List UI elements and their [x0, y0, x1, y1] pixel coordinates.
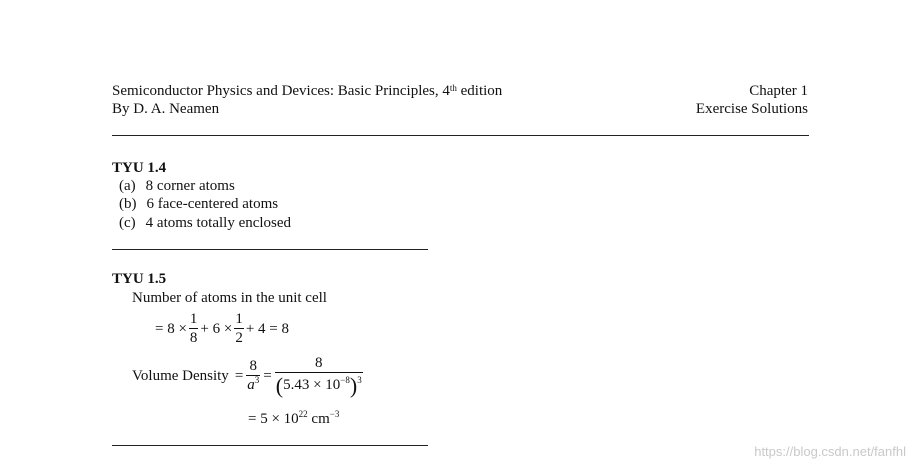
- chapter-label: Chapter 1: [749, 83, 808, 99]
- item-marker: (b): [119, 196, 137, 212]
- equals-sign: =: [263, 367, 272, 384]
- intro-text: Number of atoms in the unit cell: [132, 290, 327, 306]
- tyu-1-5-title: TYU 1.5: [112, 271, 167, 287]
- section-divider: [112, 249, 428, 250]
- fraction-8-over-a-cubed: $\frac{8}{a^3}$: [247, 358, 260, 393]
- volume-density-result: = $5 \times 10^{22}$ $cm^{-3}$: [248, 409, 340, 427]
- fraction-8-over-lattice-cubed: $\frac{8}{(5.43 \times 10^{-8})^3}$: [275, 355, 362, 398]
- book-title: Semiconductor Physics and Devices: Basic Principles, 4th edition: [112, 83, 503, 99]
- tyu-1-4-title: TYU 1.4: [112, 160, 167, 176]
- list-item: [119, 177, 235, 195]
- edition-superscript: th: [449, 83, 457, 93]
- watermark: https://blog.csdn.net/fanfhl: [754, 444, 906, 459]
- list-item: [119, 214, 291, 232]
- item-text: 8 corner atoms: [145, 178, 235, 194]
- volume-label: Volume Density: [132, 367, 229, 384]
- item-marker: (a): [119, 178, 136, 194]
- item-marker: (c): [119, 215, 136, 231]
- item-text: 6 face-centered atoms: [146, 196, 279, 212]
- list-item: [119, 195, 278, 213]
- eq-mid: + 6 ×: [200, 320, 233, 337]
- volume-density-equation: [132, 354, 366, 397]
- atom-count-equation: [155, 310, 289, 347]
- fraction-one-eighth: $\frac{1}{8}$: [189, 311, 198, 346]
- eq-tail: + 4 = 8: [245, 320, 290, 337]
- section-divider: [112, 445, 428, 446]
- author-line: By D. A. Neamen: [112, 101, 220, 117]
- equals-sign: =: [234, 367, 244, 384]
- fraction-one-half: $\frac{1}{2}$: [235, 311, 243, 346]
- eq-lead: = 8 ×: [155, 320, 187, 337]
- section-label: Exercise Solutions: [695, 101, 808, 117]
- item-text: 4 atoms totally enclosed: [145, 215, 292, 231]
- header-divider: [112, 135, 809, 136]
